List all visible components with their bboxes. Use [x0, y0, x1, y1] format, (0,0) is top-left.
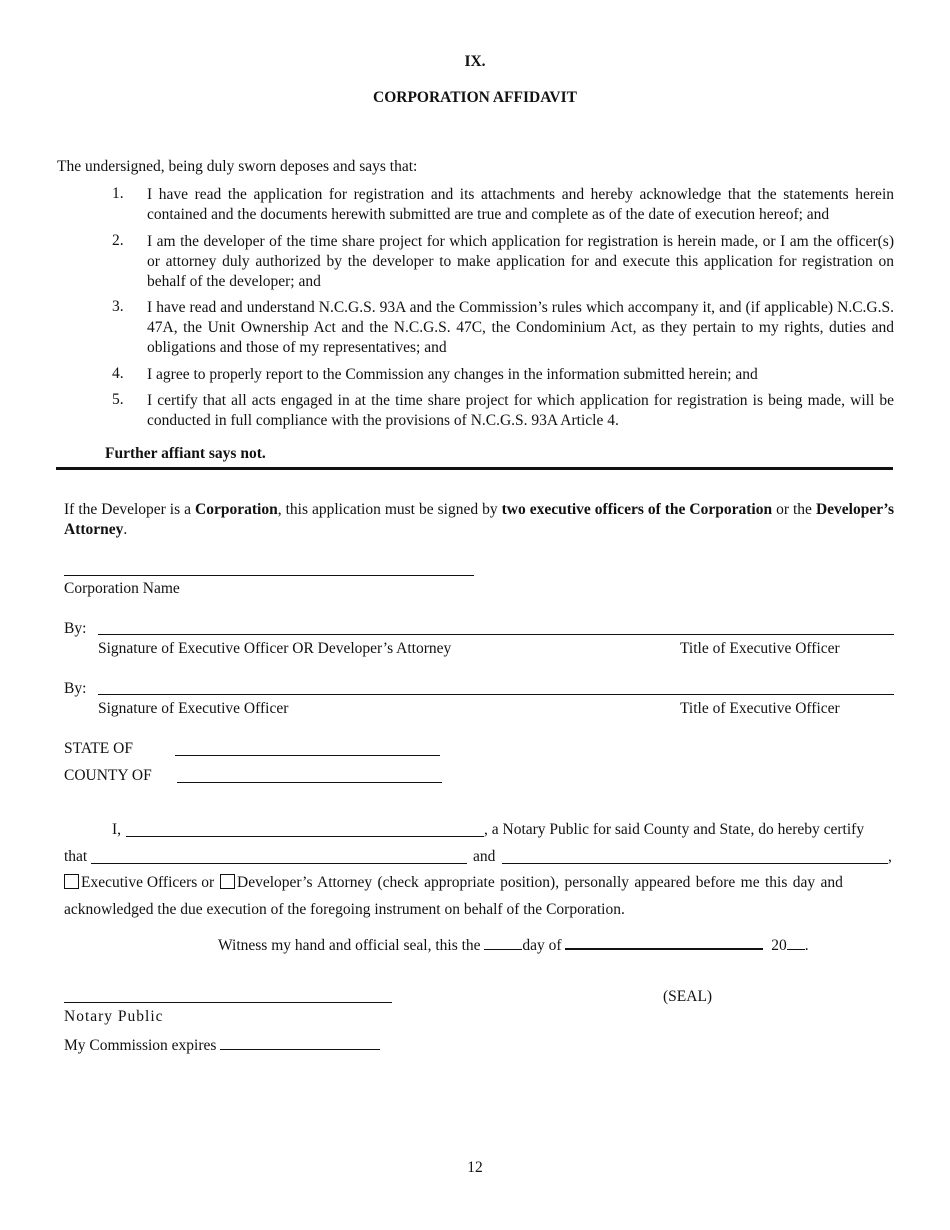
state-label: STATE OF — [64, 740, 133, 757]
attorney-label: Developer’s Attorney (check appropriate position), personally appeared before me this day and — [237, 874, 843, 891]
person-1-field[interactable] — [91, 863, 467, 864]
acknowledged-text: acknowledged the due execution of the foregoing instrument on behalf of the Corporation. — [64, 901, 625, 918]
year-field[interactable] — [787, 935, 805, 950]
notary-name-field[interactable] — [126, 836, 484, 837]
executive-officers-checkbox[interactable] — [64, 874, 79, 889]
list-item: I certify that all acts engaged in at the time share project for which application for registration is being made, will be conducted in full compliance with the provisions of N.C.G.S. 93A Article 4. — [147, 392, 894, 429]
item-number: 4. — [112, 365, 124, 382]
item-number: 5. — [112, 391, 124, 408]
county-field[interactable] — [177, 782, 442, 783]
corporation-name-label: Corporation Name — [64, 580, 180, 597]
by-label: By: — [64, 680, 87, 697]
signature-line-2[interactable] — [98, 694, 894, 695]
executive-officers-label: Executive Officers or — [81, 874, 215, 891]
commission-expires-field[interactable] — [220, 1035, 380, 1050]
county-label: COUNTY OF — [64, 767, 152, 784]
item-number: 1. — [112, 185, 124, 202]
position-line — [64, 874, 843, 892]
notary-statement: , a Notary Public for said County and State, do hereby certify — [484, 821, 865, 838]
signature-line-1[interactable] — [98, 634, 894, 635]
list-item: I have read the application for registration and its attachments and hereby acknowledge that the statements herein contained and the documents herewith submitted are true and complete as of the date of execution hereof; and — [147, 186, 894, 223]
instruction-text: If the Developer is a Corporation, this application must be signed by two executive officers of the Corporation or the Developer’s Attorney. — [64, 501, 894, 538]
person-2-field[interactable] — [502, 863, 888, 864]
list-item: I agree to properly report to the Commission any changes in the information submitted herein; and — [147, 366, 758, 383]
and-label: and — [473, 848, 496, 865]
page-title: CORPORATION AFFIDAVIT — [373, 89, 577, 106]
further-affiant: Further affiant says not. — [105, 445, 266, 462]
page-number: 12 — [467, 1159, 483, 1176]
commission-label: My Commission expires — [64, 1035, 380, 1055]
signature-label-2: Signature of Executive Officer — [98, 700, 289, 717]
signature-label-1: Signature of Executive Officer OR Developer’s Attorney — [98, 640, 452, 657]
attorney-checkbox[interactable] — [220, 874, 235, 889]
intro-text: The undersigned, being duly sworn deposes and says that: — [57, 158, 418, 175]
title-label-1: Title of Executive Officer — [680, 640, 840, 657]
month-field[interactable] — [565, 934, 763, 950]
section-divider — [56, 467, 893, 470]
section-number: IX. — [464, 53, 486, 70]
corporation-name-line[interactable] — [64, 575, 474, 576]
item-number: 2. — [112, 232, 124, 249]
state-field[interactable] — [175, 755, 440, 756]
list-item: I am the developer of the time share project for which application for registration is herein made, or I am the officer(s) or attorney duly authorized by the developer to make application for and execute this application for registration on behalf of the developer; and — [147, 233, 894, 290]
day-field[interactable] — [484, 935, 522, 950]
notary-i-label: I, — [112, 821, 122, 838]
that-label: that — [64, 848, 88, 865]
by-label: By: — [64, 620, 87, 637]
list-item: I have read and understand N.C.G.S. 93A and the Commission’s rules which accompany it, and (if applicable) N.C.G.S. 47A, the Unit Ownership Act and the N.C.G.S. 47C, the Condominium Act, as they pertain to my rights, duties and obligations and those of my representatives; and — [147, 299, 894, 356]
seal-label: (SEAL) — [663, 988, 713, 1005]
notary-public-label: Notary Public — [64, 1008, 164, 1025]
witness-line: Witness my hand and official seal, this the day of 20 . — [218, 934, 809, 955]
comma: , — [888, 848, 892, 865]
title-label-2: Title of Executive Officer — [680, 700, 840, 717]
item-number: 3. — [112, 298, 124, 315]
notary-signature-line[interactable] — [64, 1002, 392, 1003]
